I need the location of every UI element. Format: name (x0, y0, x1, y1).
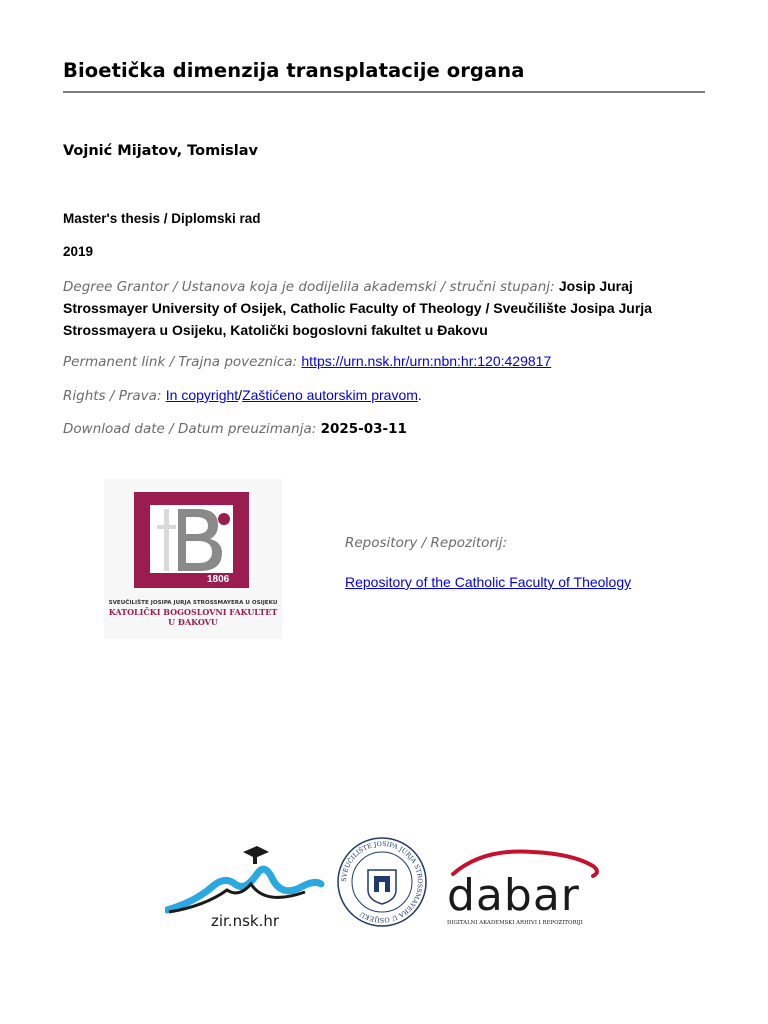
faculty-logo (104, 479, 282, 639)
document-year: 2019 (63, 244, 94, 259)
rights (63, 385, 713, 407)
download-date (63, 419, 713, 440)
rights-end: . (417, 387, 422, 403)
repository-link-row (345, 572, 631, 591)
permanent-link (63, 351, 713, 373)
rights-link-zasticeno[interactable]: Zaštićeno autorskim pravom (242, 387, 418, 403)
title-divider (63, 91, 705, 93)
repository-link[interactable]: Repository of the Catholic Faculty of Theology (345, 574, 632, 590)
degree-grantor (63, 276, 713, 342)
grantor-value: Josip Juraj Strossmayer University of Osijek, Catholic Faculty of Theology / Sveučilište Josipa Jurja Strossmayera u Osijeku, Katolički bogoslovni fakultet u Đakovu (63, 278, 652, 338)
rights-link-in-copyright[interactable]: In copyright (165, 387, 239, 403)
dabar-text: dabar (447, 870, 580, 921)
document-title: Bioetička dimenzija transplatacije organa (63, 59, 525, 82)
rights-label: Rights / Prava: (63, 388, 162, 404)
permalink-label: Permanent link / Trajna poveznica: (63, 354, 298, 370)
dabar-logo (443, 846, 608, 928)
university-seal (336, 836, 428, 928)
zir-text: zir.nsk.hr (210, 912, 280, 930)
dabar-subtitle: DIGITALNI AKADEMSKI ARHIVI I REPOZITORIJI (447, 920, 583, 926)
repository-label: Repository / Repozitorij: (345, 535, 508, 551)
seal-text: SVEUČILIŠTE JOSIPA JURJA STROSSMAYERA U OSIJEKU (339, 839, 425, 925)
permalink-url[interactable]: https://urn.nsk.hr/urn:nbn:hr:120:429817 (301, 353, 552, 369)
logo-year: 1806 (207, 574, 230, 585)
document-type: Master's thesis / Diplomski rad (63, 211, 261, 226)
download-label: Download date / Datum preuzimanja: (63, 421, 317, 437)
download-value: 2025-03-11 (320, 421, 407, 437)
logo-faculty: KATOLIČKI BOGOSLOVNI FAKULTET (108, 607, 278, 617)
logo-university: SVEUČILIŠTE JOSIPA JURJA STROSSMAYERA U OSIJEKU (108, 600, 278, 606)
grantor-label: Degree Grantor / Ustanova koja je dodijelila akademski / stručni stupanj: (63, 279, 555, 295)
logo-location: U ĐAKOVU (168, 617, 218, 627)
author-name: Vojnić Mijatov, Tomislav (63, 143, 259, 159)
zir-logo (165, 840, 325, 932)
rights-separator: / (238, 387, 243, 403)
